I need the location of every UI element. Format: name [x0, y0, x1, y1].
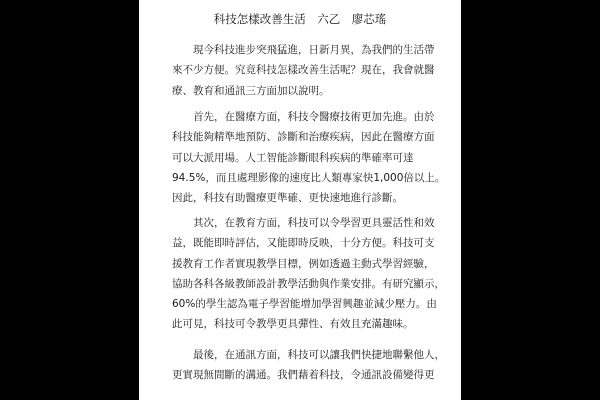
paragraph-education: [172, 213, 445, 335]
text-line: 更實現無間斷的溝通。我們藉着科技，令通訊設備變得更: [172, 369, 435, 382]
text-line: 科技能夠精準地預防、診斷和治療疾病，因此在醫療方面: [172, 131, 435, 144]
document-page: [139, 0, 461, 400]
text-line: 60%的學生認為電子學習能增加學習興趣並減少壓力。由: [172, 298, 437, 311]
text-line: 最後，在通訊方面，科技可以讓我們快捷地聯繫他人，: [193, 349, 445, 361]
paragraph-intro: [172, 40, 442, 101]
paragraph-medical: [172, 107, 446, 208]
text-line: 現今科技進步突飛猛進，日新月異，為我們的生活帶: [193, 44, 435, 56]
text-line: 因此，科技有助醫療更準確、更快速地進行診斷。: [172, 192, 403, 205]
essay-title: 科技怎樣改善生活 六乙 廖芯瑤: [213, 12, 387, 26]
text-line: 其次，在教育方面，科技可以令學習更具靈活性和效: [193, 217, 435, 229]
text-line: 94.5%，而且處理影像的速度比人類專家快1,000倍以上。: [172, 171, 446, 184]
text-line: 益，既能即時評估，又能即時反映，十分方便。科技可支: [172, 237, 435, 250]
text-line: 可以大派用場。人工智能診斷眼科疾病的準確率可達: [172, 151, 414, 164]
text-line: 首先，在醫療方面，科技令醫療技術更加先進。由於: [193, 111, 435, 123]
text-line: 協助各科各級教師設計教學活動與作業安排。有研究顯示，: [172, 277, 445, 290]
paragraph-communication: [172, 345, 445, 386]
text-line: 來不少方便。究竟科技怎樣改善生活呢？現在，我會就醫: [172, 64, 435, 77]
text-line: 援教育工作者實現教學目標，例如透過主動式學習經驗，: [172, 257, 435, 270]
text-line: 此可見，科技可令教學更具彈性、有效且充滿趣味。: [172, 318, 414, 331]
text-line: 療、教育和通訊三方面加以說明。: [172, 84, 330, 97]
